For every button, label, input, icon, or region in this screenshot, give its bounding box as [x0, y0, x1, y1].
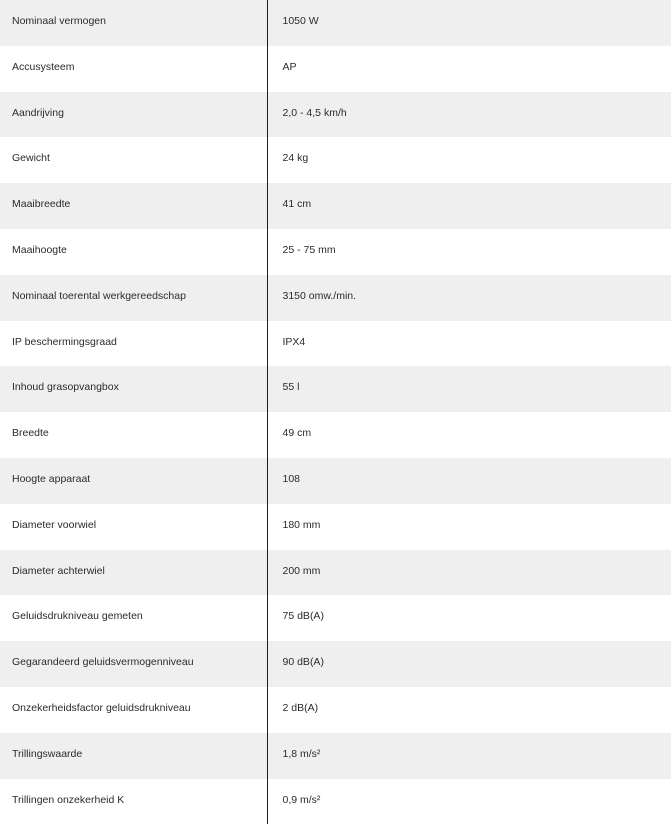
spec-row-trillingen-onzekerheid [0, 779, 671, 824]
spec-value: 1050 W [267, 0, 671, 46]
spec-label: Diameter voorwiel [0, 504, 267, 550]
spec-row-nominaal-vermogen [0, 0, 671, 46]
spec-label: Nominaal toerental werkgereedschap [0, 275, 267, 321]
spec-row-diameter-voorwiel [0, 504, 671, 550]
spec-label: Accusysteem [0, 46, 267, 92]
spec-value: 55 l [267, 366, 671, 412]
spec-row-geluidsdrukniveau-gemeten [0, 595, 671, 641]
spec-value: 25 - 75 mm [267, 229, 671, 275]
spec-row-hoogte-apparaat [0, 458, 671, 504]
spec-value: 0,9 m/s² [267, 779, 671, 824]
spec-value: IPX4 [267, 321, 671, 367]
spec-value: 108 [267, 458, 671, 504]
spec-label: IP beschermingsgraad [0, 321, 267, 367]
spec-label: Gegarandeerd geluidsvermogenniveau [0, 641, 267, 687]
spec-value: 75 dB(A) [267, 595, 671, 641]
spec-value: 2 dB(A) [267, 687, 671, 733]
spec-row-trillingswaarde [0, 733, 671, 779]
spec-row-diameter-achterwiel [0, 550, 671, 596]
spec-label: Inhoud grasopvangbox [0, 366, 267, 412]
spec-value: 200 mm [267, 550, 671, 596]
spec-label: Aandrijving [0, 92, 267, 138]
spec-value: 180 mm [267, 504, 671, 550]
spec-row-gegarandeerd-geluidsvermogenniveau [0, 641, 671, 687]
spec-row-ip-beschermingsgraad [0, 321, 671, 367]
spec-label: Maaihoogte [0, 229, 267, 275]
spec-label: Hoogte apparaat [0, 458, 267, 504]
spec-label: Maaibreedte [0, 183, 267, 229]
spec-value: 49 cm [267, 412, 671, 458]
spec-label: Onzekerheidsfactor geluidsdrukniveau [0, 687, 267, 733]
spec-row-inhoud-grasopvangbox [0, 366, 671, 412]
spec-label: Breedte [0, 412, 267, 458]
spec-row-maaihoogte [0, 229, 671, 275]
spec-row-maaibreedte [0, 183, 671, 229]
spec-label: Geluidsdrukniveau gemeten [0, 595, 267, 641]
spec-value: AP [267, 46, 671, 92]
spec-label: Diameter achterwiel [0, 550, 267, 596]
spec-row-gewicht [0, 137, 671, 183]
spec-row-breedte [0, 412, 671, 458]
spec-value: 24 kg [267, 137, 671, 183]
spec-value: 2,0 - 4,5 km/h [267, 92, 671, 138]
spec-label: Trillingswaarde [0, 733, 267, 779]
spec-value: 1,8 m/s² [267, 733, 671, 779]
spec-row-aandrijving [0, 92, 671, 138]
spec-label: Nominaal vermogen [0, 0, 267, 46]
spec-value: 41 cm [267, 183, 671, 229]
spec-label: Trillingen onzekerheid K [0, 779, 267, 824]
spec-row-nominaal-toerental [0, 275, 671, 321]
spec-row-onzekerheidsfactor [0, 687, 671, 733]
spec-value: 90 dB(A) [267, 641, 671, 687]
spec-value: 3150 omw./min. [267, 275, 671, 321]
spec-row-accusysteem [0, 46, 671, 92]
spec-label: Gewicht [0, 137, 267, 183]
